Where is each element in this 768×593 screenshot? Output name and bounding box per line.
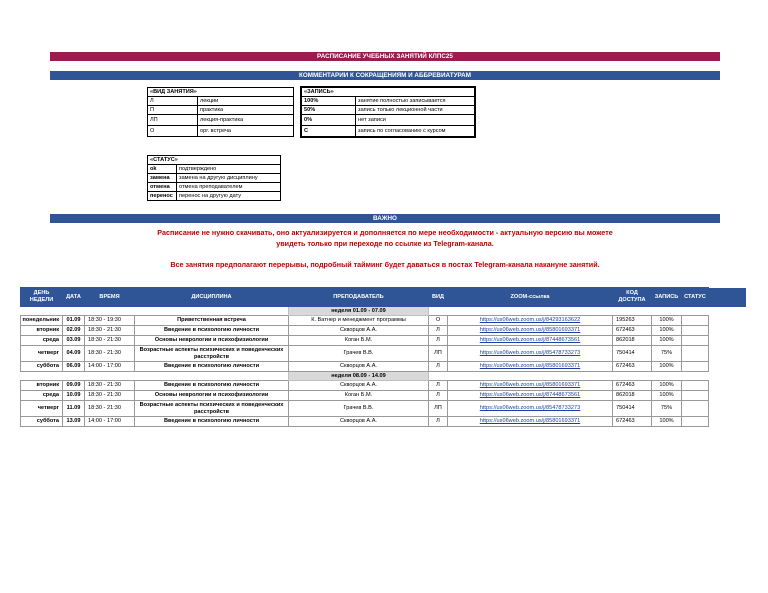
cell-teacher: Скворцов А.А. xyxy=(289,381,429,391)
cell-type: Л xyxy=(429,391,448,401)
col-code xyxy=(613,288,652,307)
cell-code: 750414 xyxy=(613,346,652,362)
cell-teacher: Скворцов А.А. xyxy=(289,362,429,372)
col-record: ЗАПИСЬ xyxy=(652,288,682,307)
cell-type: О xyxy=(429,316,448,326)
cell-record: 100% xyxy=(652,336,682,346)
week-row xyxy=(21,307,746,316)
cell-status xyxy=(682,362,709,372)
cell-code: 672463 xyxy=(613,381,652,391)
cell-teacher: Коган Б.М. xyxy=(289,391,429,401)
col-status: СТАТУС xyxy=(682,288,709,307)
week-label: неделя 08.09 - 14.09 xyxy=(289,372,429,381)
legend-desc: запись только лекционной части xyxy=(356,106,475,115)
cell-record: 100% xyxy=(652,381,682,391)
cell-teacher: К. Ватнер и менеджмент программы xyxy=(289,316,429,326)
col-time: ВРЕМЯ xyxy=(85,288,135,307)
cell-day: вторник xyxy=(21,381,63,391)
cell-date: 09.09 xyxy=(63,381,85,391)
cell-code: 750414 xyxy=(613,401,652,417)
table-row xyxy=(21,362,746,372)
legend-desc: нет записи xyxy=(356,115,475,126)
cell-record: 100% xyxy=(652,316,682,326)
zoom-link[interactable]: https://us06web.zoom.us/j/85801693371 xyxy=(448,362,613,372)
cell-time: 18:30 - 21:30 xyxy=(85,346,135,362)
legend-code: отмена xyxy=(148,183,177,192)
cell-day: суббота xyxy=(21,362,63,372)
cell-discipline: Основы неврологии и психофизиологии xyxy=(135,391,289,401)
schedule-table xyxy=(20,287,746,427)
zoom-link[interactable]: https://us06web.zoom.us/j/85801693371 xyxy=(448,326,613,336)
important-header: ВАЖНО xyxy=(50,214,720,223)
zoom-link[interactable]: https://us06web.zoom.us/j/85801693371 xyxy=(448,417,613,427)
cell-day: вторник xyxy=(21,326,63,336)
zoom-link[interactable]: https://us06web.zoom.us/j/85478733273 xyxy=(448,401,613,417)
cell-date: 11.09 xyxy=(63,401,85,417)
cell-type: Л xyxy=(429,381,448,391)
legend-code: ЛП xyxy=(148,115,198,126)
cell-status xyxy=(682,326,709,336)
col-type: ВИД xyxy=(429,288,448,307)
legend-code: Л xyxy=(148,97,198,106)
col-code-line: КОД xyxy=(626,290,638,296)
cell-type: Л xyxy=(429,362,448,372)
week-row xyxy=(21,372,746,381)
cell-teacher: Скворцов А.А. xyxy=(289,326,429,336)
legend-code: С xyxy=(302,126,356,137)
legend-header: «СТАТУС» xyxy=(148,156,281,165)
legend-header: «ЗАПИСЬ» xyxy=(302,88,475,97)
legend-code: ok xyxy=(148,165,177,174)
cell-status xyxy=(682,316,709,326)
week-label: неделя 01.09 - 07.09 xyxy=(289,307,429,316)
col-discipline: ДИСЦИПЛИНА xyxy=(135,288,289,307)
cell-code: 672463 xyxy=(613,417,652,427)
cell-type: Л xyxy=(429,336,448,346)
legend-code: замена xyxy=(148,174,177,183)
table-row xyxy=(21,336,746,346)
table-row xyxy=(21,326,746,336)
legend-desc: занятие полностью записывается xyxy=(356,97,475,106)
legend-code: 100% xyxy=(302,97,356,106)
breaks-notice: Все занятия предполагают перерывы, подробный тайминг будет даваться в постах Telegram-канала накануне занятий. xyxy=(170,260,600,269)
table-row xyxy=(21,391,746,401)
cell-teacher: Грачев В.В. xyxy=(289,401,429,417)
legend-desc: отмена преподавателем xyxy=(177,183,281,192)
zoom-link[interactable]: https://us06web.zoom.us/j/85801693371 xyxy=(448,381,613,391)
cell-day: среда xyxy=(21,336,63,346)
legend-desc: перенос на другую дату xyxy=(177,192,281,201)
cell-date: 13.09 xyxy=(63,417,85,427)
cell-time: 18:30 - 21:30 xyxy=(85,381,135,391)
cell-time: 18:30 - 21:30 xyxy=(85,326,135,336)
cell-code: 672463 xyxy=(613,326,652,336)
record-legend xyxy=(301,87,475,137)
cell-discipline: Возрастные аспекты психических и поведенческих расстройств xyxy=(135,401,289,417)
table-row xyxy=(21,401,746,417)
cell-teacher: Коган Б.М. xyxy=(289,336,429,346)
cell-time: 14:00 - 17:00 xyxy=(85,417,135,427)
cell-record: 100% xyxy=(652,391,682,401)
table-row xyxy=(21,417,746,427)
cell-code: 195263 xyxy=(613,316,652,326)
legend-desc: подтверждено xyxy=(177,165,281,174)
col-teacher: ПРЕПОДАВАТЕЛЬ xyxy=(289,288,429,307)
cell-day: четверг xyxy=(21,401,63,417)
cell-record: 100% xyxy=(652,326,682,336)
cell-discipline: Приветственная встреча xyxy=(135,316,289,326)
zoom-link[interactable]: https://us06web.zoom.us/j/87448673561 xyxy=(448,391,613,401)
zoom-link[interactable]: https://us06web.zoom.us/j/84293163622 xyxy=(448,316,613,326)
cell-time: 14:00 - 17:00 xyxy=(85,362,135,372)
col-day: ДЕНЬ НЕДЕЛИ xyxy=(21,288,63,307)
cell-record: 100% xyxy=(652,362,682,372)
cell-day: суббота xyxy=(21,417,63,427)
cell-date: 03.09 xyxy=(63,336,85,346)
legend-desc: орг. встреча xyxy=(198,126,294,137)
cell-type: ЛП xyxy=(429,401,448,417)
legend-desc: запись по согласованию с курсом xyxy=(356,126,475,137)
col-zoom: ZOOM-ссылка xyxy=(448,288,613,307)
notice-line: Расписание не нужно скачивать, оно актуализируется и дополняется по мере необходимости - актуальную версию вы можете xyxy=(157,228,613,237)
legend-code: О xyxy=(148,126,198,137)
cell-type: ЛП xyxy=(429,346,448,362)
legend-desc: практика xyxy=(198,106,294,115)
legend-code: П xyxy=(148,106,198,115)
notice-line: увидеть только при переходе по ссылке из Telegram-канала. xyxy=(276,239,494,248)
cell-time: 18:30 - 19:30 xyxy=(85,316,135,326)
cell-discipline: Введение в психологию личности xyxy=(135,417,289,427)
cell-date: 06.09 xyxy=(63,362,85,372)
table-row xyxy=(21,316,746,326)
cell-time: 18:30 - 21:30 xyxy=(85,401,135,417)
cell-discipline: Возрастные аспекты психических и поведенческих расстройств xyxy=(135,346,289,362)
cell-day: понедельник xyxy=(21,316,63,326)
col-code-line: ДОСТУПА xyxy=(618,297,646,303)
cell-status xyxy=(682,401,709,417)
status-legend xyxy=(147,155,281,201)
cell-code: 862018 xyxy=(613,391,652,401)
page-title: РАСПИСАНИЕ УЧЕБНЫХ ЗАНЯТИЙ КЛПС25 xyxy=(50,52,720,61)
cell-date: 04.09 xyxy=(63,346,85,362)
cell-status xyxy=(682,417,709,427)
actuality-notice xyxy=(50,227,720,249)
cell-time: 18:30 - 21:30 xyxy=(85,391,135,401)
legend-code: 0% xyxy=(302,115,356,126)
lesson-type-legend xyxy=(147,87,294,137)
cell-discipline: Введение в психологию личности xyxy=(135,326,289,336)
legend-header: «ВИД ЗАНЯТИЯ» xyxy=(148,88,294,97)
cell-discipline: Введение в психологию личности xyxy=(135,381,289,391)
legend-desc: лекции xyxy=(198,97,294,106)
comments-header: КОММЕНТАРИИ К СОКРАЩЕНИЯМ И АББРЕВИАТУРАМ xyxy=(50,71,720,80)
cell-teacher: Скворцов А.А. xyxy=(289,417,429,427)
cell-date: 10.09 xyxy=(63,391,85,401)
cell-code: 672463 xyxy=(613,362,652,372)
legend-desc: замена на другую дисциплину xyxy=(177,174,281,183)
cell-discipline: Введение в психологию личности xyxy=(135,362,289,372)
cell-type: Л xyxy=(429,417,448,427)
table-row xyxy=(21,381,746,391)
cell-time: 18:30 - 21:30 xyxy=(85,336,135,346)
legend-code: 50% xyxy=(302,106,356,115)
zoom-link[interactable]: https://us06web.zoom.us/j/85478733273 xyxy=(448,346,613,362)
legend-code: перенос xyxy=(148,192,177,201)
cell-record: 100% xyxy=(652,417,682,427)
cell-type: Л xyxy=(429,326,448,336)
cell-status xyxy=(682,336,709,346)
cell-date: 01.09 xyxy=(63,316,85,326)
table-row xyxy=(21,346,746,362)
col-date: ДАТА xyxy=(63,288,85,307)
cell-code: 862018 xyxy=(613,336,652,346)
cell-day: среда xyxy=(21,391,63,401)
legend-desc: лекция-практика xyxy=(198,115,294,126)
zoom-link[interactable]: https://us06web.zoom.us/j/87448673561 xyxy=(448,336,613,346)
cell-teacher: Грачев В.В. xyxy=(289,346,429,362)
table-header xyxy=(21,288,746,307)
cell-status xyxy=(682,391,709,401)
cell-record: 75% xyxy=(652,401,682,417)
cell-status xyxy=(682,346,709,362)
cell-record: 75% xyxy=(652,346,682,362)
cell-status xyxy=(682,381,709,391)
cell-day: четверг xyxy=(21,346,63,362)
cell-date: 02.09 xyxy=(63,326,85,336)
cell-discipline: Основы неврологии и психофизиологии xyxy=(135,336,289,346)
